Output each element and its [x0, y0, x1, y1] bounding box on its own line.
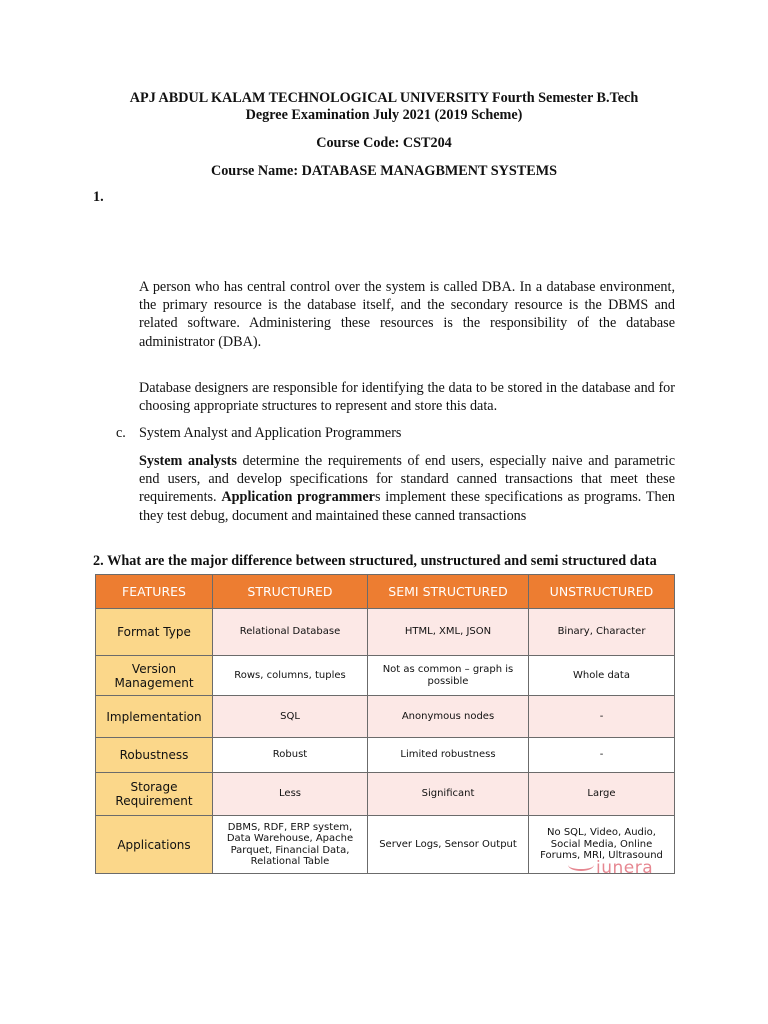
semi-structured-cell: Significant [368, 773, 529, 816]
paragraph-database-designers: Database designers are responsible for identifying the data to be stored in the database and for choosing appropriate structures to represent and store this data. [139, 380, 675, 415]
structured-cell: Relational Database [213, 609, 368, 656]
unstructured-cell: - [529, 696, 675, 738]
column-header-semi-structured: SEMI STRUCTURED [368, 575, 529, 609]
unstructured-cell: No SQL, Video, Audio, Social Media, Online Forums, MRI, Ultrasound [529, 816, 675, 874]
feature-cell: Applications [96, 816, 213, 874]
table-row [96, 696, 675, 738]
semi-structured-cell: Anonymous nodes [368, 696, 529, 738]
feature-cell: Version Management [96, 656, 213, 696]
feature-cell: Storage Requirement [96, 773, 213, 816]
column-header-structured: STRUCTURED [213, 575, 368, 609]
feature-cell: Format Type [96, 609, 213, 656]
structured-cell: SQL [213, 696, 368, 738]
feature-cell: Implementation [96, 696, 213, 738]
table-row [96, 773, 675, 816]
structured-cell: Rows, columns, tuples [213, 656, 368, 696]
watermark-text: iunera [596, 858, 654, 878]
semi-structured-cell: Not as common – graph is possible [368, 656, 529, 696]
structured-cell: DBMS, RDF, ERP system, Data Warehouse, Apache Parquet, Financial Data, Relational Table [213, 816, 368, 874]
table-row [96, 738, 675, 773]
semi-structured-cell: Limited robustness [368, 738, 529, 773]
bold-system-analysts: System analysts [139, 453, 237, 469]
column-header-features: FEATURES [96, 575, 213, 609]
text-application-programmers: s implement these specifications as programs. Then they test debug, document and maintained these canned transactions [139, 489, 675, 524]
unstructured-cell: Large [529, 773, 675, 816]
comparison-table [95, 574, 675, 874]
bold-application-programmer: Application programmer [221, 489, 375, 506]
unstructured-cell: Whole data [529, 656, 675, 696]
table-header-row [96, 575, 675, 609]
question-1-number: 1. [93, 189, 104, 205]
paragraph-dba: A person who has central control over the system is called DBA. In a database environment, the primary resource is the database itself, and the secondary resource is the DBMS and related software. Administering these resources is the responsibility of the database administrator (DBA). [139, 279, 675, 350]
paragraph-system-analysts [139, 452, 675, 525]
swoosh-icon [568, 859, 594, 871]
structured-cell: Robust [213, 738, 368, 773]
semi-structured-cell: HTML, XML, JSON [368, 609, 529, 656]
course-name: Course Name: DATABASE MANAGBMENT SYSTEMS [210, 163, 558, 179]
course-code: Course Code: CST204 [316, 135, 452, 151]
title-line-2: Degree Examination July 2021 (2019 Scheme) [245, 107, 523, 123]
structured-cell: Less [213, 773, 368, 816]
unstructured-cell: - [529, 738, 675, 773]
list-marker-c: c. [116, 425, 126, 441]
table-row [96, 656, 675, 696]
question-2: 2. What are the major difference between structured, unstructured and semi structured data [93, 553, 657, 569]
item-c-title: System Analyst and Application Programmers [139, 425, 402, 441]
title-line-1: APJ ABDUL KALAM TECHNOLOGICAL UNIVERSITY Fourth Semester B.Tech [129, 90, 639, 106]
unstructured-cell: Binary, Character [529, 609, 675, 656]
iunera-watermark-logo [568, 858, 653, 878]
feature-cell: Robustness [96, 738, 213, 773]
column-header-unstructured: UNSTRUCTURED [529, 575, 675, 609]
text-system-analysts: determine the requirements of end users, especially naive and parametric end users, and develop specifications for standard canned transactions that meet these requirements. [139, 453, 675, 506]
table-row [96, 609, 675, 656]
semi-structured-cell: Server Logs, Sensor Output [368, 816, 529, 874]
